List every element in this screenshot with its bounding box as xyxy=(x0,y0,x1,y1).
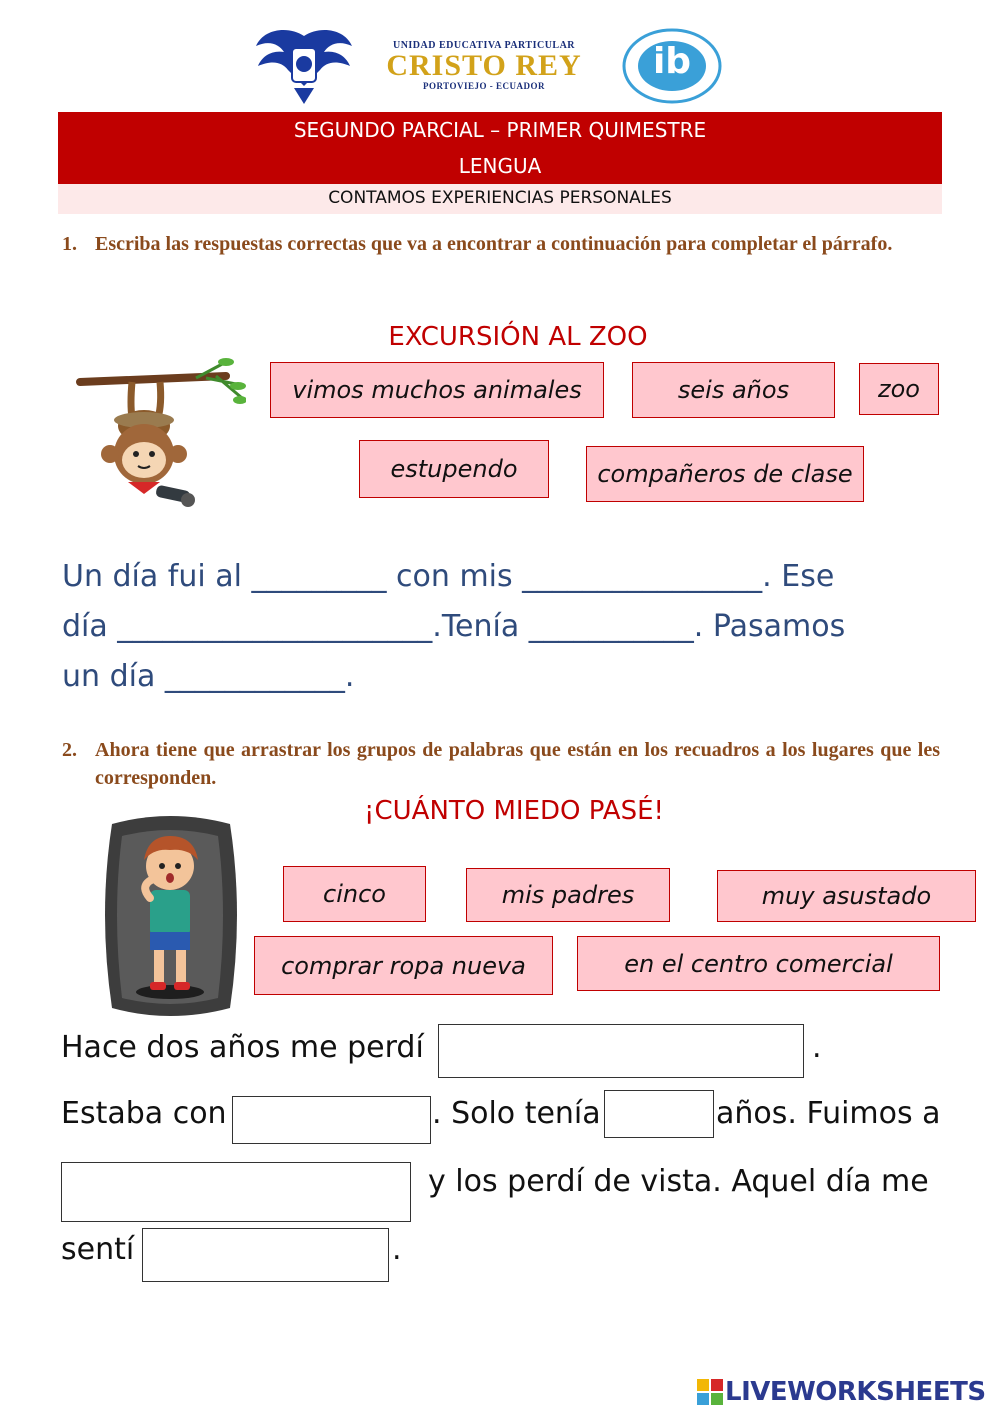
word-chip-en-el-centro-comercial[interactable]: en el centro comercial xyxy=(577,936,940,991)
liveworksheets-mark-icon xyxy=(697,1379,723,1405)
banner-subject: LENGUA xyxy=(458,154,542,178)
worksheet-subtitle: CONTAMOS EXPERIENCIAS PERSONALES xyxy=(58,184,942,214)
school-crest-logo xyxy=(254,26,354,106)
monkey-with-telescope-icon xyxy=(76,354,246,514)
exercise1-paragraph-line3: un día ____________. xyxy=(62,659,355,694)
exercise2-text-line2b: . Solo tenía xyxy=(432,1096,601,1131)
scared-boy-icon xyxy=(98,814,242,1018)
word-chip-comprar-ropa-nueva[interactable]: comprar ropa nueva xyxy=(254,936,553,995)
ib-logo-text: ib xyxy=(652,41,692,82)
word-chip-vimos-muchos-animales[interactable]: vimos muchos animales xyxy=(270,362,604,418)
liveworksheets-brand: LIVEWORKSHEETS xyxy=(725,1377,986,1407)
school-type: UNIDAD EDUCATIVA PARTICULAR xyxy=(392,40,576,51)
exercise1-paragraph-line2: día _____________________.Tenía ___________. Pasamos xyxy=(62,609,846,644)
exercise2-text-line2a: Estaba con xyxy=(61,1096,227,1131)
exercise2-text-line1: Hace dos años me perdí xyxy=(61,1030,424,1065)
ib-world-school-logo xyxy=(620,28,724,104)
word-chip-muy-asustado[interactable]: muy asustado xyxy=(717,870,976,922)
word-chip-zoo[interactable]: zoo xyxy=(859,363,939,415)
exercise2-text-line3: y los perdí de vista. Aquel día me xyxy=(428,1164,929,1199)
word-chip-mis-padres[interactable]: mis padres xyxy=(466,868,670,922)
exercise1-title: EXCURSIÓN AL ZOO xyxy=(388,322,648,352)
school-city: PORTOVIEJO - ECUADOR xyxy=(422,81,546,91)
exercise1-instruction-text: Escriba las respuestas correctas que va a encontrar a continuación para completar el párrafo. xyxy=(95,233,893,255)
exercise2-number: 2. xyxy=(62,739,77,761)
exercise2-text-line4-end: . xyxy=(392,1232,402,1267)
liveworksheets-logo xyxy=(697,1377,986,1407)
exercise1-paragraph-line1: Un día fui al _________ con mis ________________. Ese xyxy=(62,559,835,594)
drop-zone-2[interactable] xyxy=(232,1096,431,1144)
school-name: CRISTO REY xyxy=(386,49,582,82)
word-chip-seis-anos[interactable]: seis años xyxy=(632,362,835,418)
drop-zone-3[interactable] xyxy=(604,1090,714,1138)
header-banner xyxy=(58,112,942,184)
drop-zone-5[interactable] xyxy=(142,1228,389,1282)
drop-zone-1[interactable] xyxy=(438,1024,804,1078)
banner-term: SEGUNDO PARCIAL – PRIMER QUIMESTRE xyxy=(293,118,707,142)
exercise2-text-line4: sentí xyxy=(61,1232,135,1267)
exercise2-instruction-text: Ahora tiene que arrastrar los grupos de palabras que están en los recuadros a los lugares que les corresponden. xyxy=(95,739,940,789)
exercise1-instruction xyxy=(62,230,940,258)
word-chip-cinco[interactable]: cinco xyxy=(283,866,426,922)
exercise1-number: 1. xyxy=(62,233,77,255)
drop-zone-4[interactable] xyxy=(61,1162,411,1222)
exercise2-instruction xyxy=(62,736,940,792)
word-chip-companeros-de-clase[interactable]: compañeros de clase xyxy=(586,446,864,502)
exercise2-text-line1-end: . xyxy=(812,1030,822,1065)
exercise2-text-line2c: años. Fuimos a xyxy=(716,1096,941,1131)
exercise1-paragraph xyxy=(62,552,942,702)
word-chip-estupendo[interactable]: estupendo xyxy=(359,440,549,498)
school-name-block xyxy=(368,40,600,91)
exercise2-title: ¡CUÁNTO MIEDO PASÉ! xyxy=(364,796,664,826)
